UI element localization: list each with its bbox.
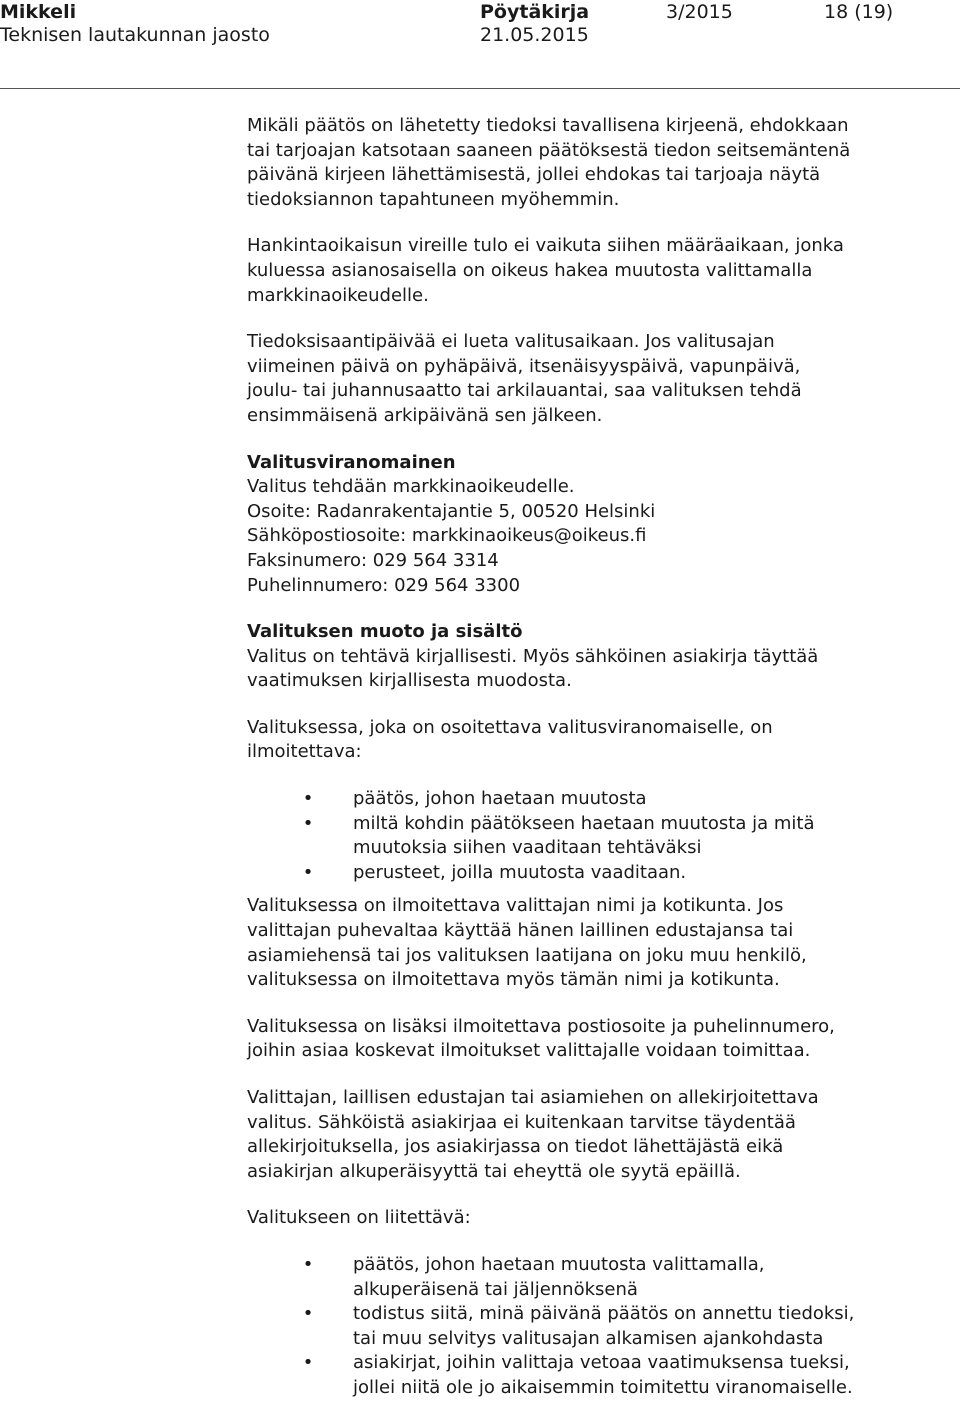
text-line: Valitukseen on liitettävä: [247,1207,471,1229]
header-divider [0,88,960,89]
text-line: tiedoksiannon tapahtuneen myöhemmin. [247,188,620,210]
committee-name: Teknisen lautakunnan jaosto [0,24,270,46]
text-line: asiamiehensä tai jos valituksen laatijana on joku muu henkilö, [247,944,807,966]
text-line: markkinaoikeudelle. [247,284,429,306]
text-line: Hankintaoikaisun vireille tulo ei vaikuta siihen määräaikaan, jonka [247,235,844,257]
text-line: asiakirjan alkuperäisyyttä tai eheyttä ole syytä epäillä. [247,1160,741,1182]
text-line: päätös, johon haetaan muutosta valittamalla, [353,1253,765,1275]
text-line: perusteet, joilla muutosta vaaditaan. [353,861,687,883]
list-item [247,861,907,886]
text-line: valitus. Sähköistä asiakirjaa ei kuitenkaan tarvitse täydentää [247,1111,796,1133]
paragraph-postal-address [247,1015,907,1064]
bullet-icon: • [302,788,314,810]
attachments-list [247,1253,907,1401]
text-line: Valitus tehdään markkinaoikeudelle. [247,476,575,498]
bullet-icon: • [302,861,314,883]
text-line: valittajan puhevaltaa käyttää hänen laillinen edustajansa tai [247,920,794,942]
text-line: joulu- tai juhannusaatto tai arkilauantai, saa valituksen tehdä [247,380,802,402]
document-body [247,114,907,1410]
paragraph-rectification [247,234,907,308]
appeal-authority-section [247,451,907,599]
paragraph-delivery [247,114,907,212]
text-line: Valituksessa, joka on osoitettava valitusviranomaiselle, on [247,716,773,738]
text-line: valituksessa on ilmoitettava myös tämän nimi ja kotikunta. [247,969,780,991]
paragraph-appellant-name [247,894,907,992]
text-line: miltä kohdin päätökseen haetaan muutosta ja mitä [353,812,815,834]
bullet-icon: • [302,812,314,834]
page-header [0,0,960,90]
email-line: Sähköpostiosoite: markkinaoikeus@oikeus.fi [247,525,647,547]
section-heading: Valitusviranomainen [247,451,456,473]
fax-line: Faksinumero: 029 564 3314 [247,549,499,571]
text-line: päätös, johon haetaan muutosta [353,788,647,810]
organization-name: Mikkeli [0,1,77,23]
text-line: Valittajan, laillisen edustajan tai asiamiehen on allekirjoitettava [247,1087,819,1108]
text-line: päivänä kirjeen lähettämisestä, jollei ehdokas tai tarjoaja näytä [247,164,821,186]
list-item [247,1351,907,1400]
text-line: tai tarjoajan katsotaan saaneen päätöksestä tiedon seitsemäntenä [247,139,851,161]
list-item [247,1253,907,1302]
text-line: allekirjoituksella, jos asiakirjassa on tiedot lähettäjästä eikä [247,1136,784,1158]
text-line: vaatimuksen kirjallisesta muodosta. [247,670,572,692]
text-line: muutoksia siihen vaaditaan tehtäväksi [353,837,702,859]
text-line: Valituksessa on ilmoitettava valittajan nimi ja kotikunta. Jos [247,895,784,917]
required-contents-list [247,787,907,885]
text-line: ilmoitettava: [247,741,362,763]
text-line: viimeinen päivä on pyhäpäivä, itsenäisyyspäivä, vapunpäivä, [247,355,801,377]
text-line: Tiedoksisaantipäivää ei lueta valitusaikaan. Jos valitusajan [247,331,775,353]
list-item [247,812,907,861]
paragraph-attachments-intro [247,1206,907,1231]
bullet-icon: • [302,1352,314,1374]
text-line: Mikäli päätös on lähetetty tiedoksi tavallisena kirjeenä, ehdokkaan [247,115,849,136]
address-line: Osoite: Radanrakentajantie 5, 00520 Helsinki [247,500,656,522]
text-line: asiakirjat, joihin valittaja vetoaa vaatimuksensa tueksi, [353,1352,850,1374]
text-line: alkuperäisenä tai jäljennöksenä [353,1278,638,1300]
text-line: ensimmäisenä arkipäivänä sen jälkeen. [247,404,603,426]
issue-number: 3/2015 [666,1,733,23]
text-line: joihin asiaa koskevat ilmoitukset valittajalle voidaan toimittaa. [247,1040,811,1062]
bullet-icon: • [302,1303,314,1325]
list-item [247,787,907,812]
paragraph-contents-intro [247,716,907,765]
appeal-form-section [247,620,907,694]
document-type: Pöytäkirja [480,1,590,23]
list-item [247,1302,907,1351]
text-line: tai muu selvitys valitusajan alkamisen ajankohdasta [353,1327,824,1349]
bullet-icon: • [302,1253,314,1275]
page-number: 18 (19) [824,1,894,23]
text-line: Valituksessa on lisäksi ilmoitettava postiosoite ja puhelinnumero, [247,1015,835,1037]
meeting-date: 21.05.2015 [480,24,589,46]
paragraph-appeal-period [247,330,907,428]
phone-line: Puhelinnumero: 029 564 3300 [247,574,521,596]
paragraph-signature [247,1086,907,1184]
section-heading: Valituksen muoto ja sisältö [247,621,523,643]
text-line: kuluessa asianosaisella on oikeus hakea muutosta valittamalla [247,259,813,281]
text-line: Valitus on tehtävä kirjallisesti. Myös sähköinen asiakirja täyttää [247,645,819,667]
text-line: todistus siitä, minä päivänä päätös on annettu tiedoksi, [353,1303,855,1325]
text-line: jollei niitä ole jo aikaisemmin toimitettu viranomaiselle. [353,1376,853,1398]
